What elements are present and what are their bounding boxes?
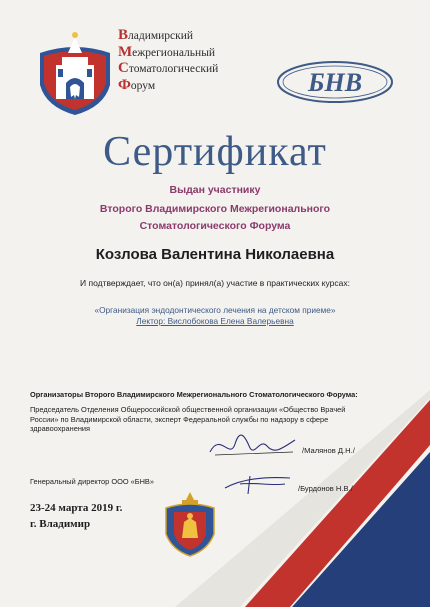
event-city: г. Владимир	[30, 518, 91, 530]
navy-stripe	[292, 452, 430, 607]
forum-name-line-3: Стоматологический	[118, 60, 219, 76]
event-name	[40, 201, 390, 235]
chairman-description	[30, 405, 370, 434]
signatory-1-name: /Малянов Д.Н./	[302, 446, 355, 455]
event-line-2: Стоматологического Форума	[139, 220, 291, 232]
forum-name-line-2: Межрегиональный	[118, 43, 216, 60]
forum-name-line-4: Форум	[118, 76, 156, 93]
event-date: 23-24 марта 2019 г.	[30, 502, 123, 514]
lector-name: Лектор: Вислобокова Елена Валерьевна	[136, 316, 294, 326]
participant-name: Козлова Валентина Николаевна	[95, 246, 335, 263]
certificate-title: Сертификат	[103, 129, 327, 175]
confirmation-text: И подтверждает, что он(а) принял(а) участие в практических курсах:	[80, 278, 350, 288]
chairman-line-2: России» по Владимирской области, эксперт Федеральной службы по надзору в сфере	[30, 414, 329, 424]
vladimir-region-coat-of-arms-icon	[160, 490, 220, 558]
forum-emblem-icon	[34, 25, 116, 117]
forum-name	[118, 28, 268, 94]
course-title: «Организация эндодонтического лечения на детском приеме»	[94, 305, 336, 315]
signature-1	[205, 430, 300, 462]
signature-2	[220, 470, 300, 498]
signatory-2-name: /Бурдонов Н.В./	[298, 484, 353, 493]
chairman-line-3: здравоохранения	[30, 424, 91, 433]
director-title: Генеральный директор ООО «БНВ»	[30, 477, 154, 486]
organizers-heading: Организаторы Второго Владимирского Межрегионального Стоматологического Форума:	[30, 390, 358, 399]
chairman-line-1: Председатель Отделения Общероссийской общественной организации «Общество Врачей	[30, 405, 346, 414]
bnv-logo	[276, 60, 394, 104]
bnv-logo-text: БНВ	[307, 68, 363, 97]
issued-to: Выдан участнику	[169, 184, 261, 196]
event-line-1: Второго Владимирского Межрегионального	[99, 203, 331, 215]
forum-name-line-1: Владимирский	[118, 27, 194, 43]
